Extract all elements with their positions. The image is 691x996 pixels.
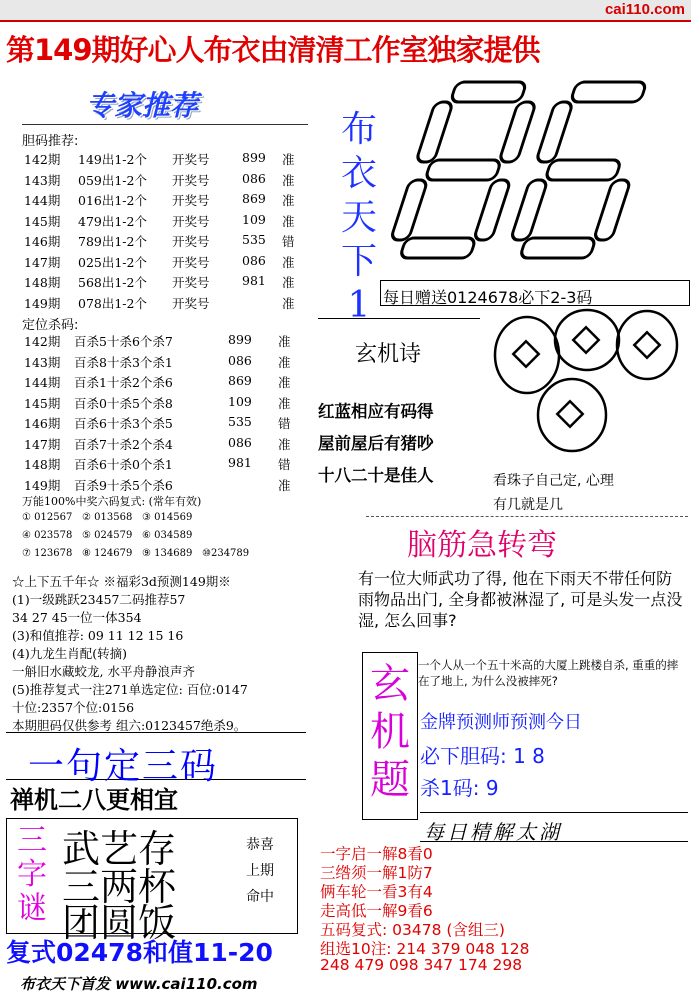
digit-segment — [425, 160, 501, 180]
gold-kill: 杀1码: 9 — [420, 776, 499, 800]
cell-mark: 准 — [282, 193, 295, 208]
red-line: 一字启一解8看0 — [320, 845, 433, 863]
poem-line: 十八二十是佳人 — [318, 466, 434, 485]
vtitle-char: 布 — [340, 109, 377, 150]
digit-segment — [520, 238, 596, 258]
digit-segment — [593, 180, 630, 240]
cell-label: 开奖号 — [172, 234, 210, 249]
answer: 三两杯 — [62, 865, 177, 909]
sanzi-char: 三 — [17, 823, 47, 858]
cell-mark: 准 — [278, 334, 291, 349]
cell-label: 开奖号 — [172, 213, 210, 229]
coin — [538, 379, 606, 451]
gold-title: 金牌预测师预测今日 — [420, 712, 582, 733]
footer[interactable]: 布衣天下首发 www.cai110.com — [20, 975, 258, 993]
coin — [555, 310, 619, 370]
big-number-graphic — [380, 72, 680, 272]
poem-line: 红蓝相应有码得 — [318, 402, 434, 421]
cell-pick: 百杀5十杀6个杀7 — [74, 334, 173, 349]
digit-segment — [499, 102, 536, 162]
cell-pick: 025出1-2个 — [78, 254, 147, 270]
cell-result: 535 — [228, 414, 252, 429]
wanneng-item: ④ 023578 — [22, 530, 73, 541]
chanji-line: 禅机二八更相宜 — [10, 786, 178, 814]
cell-period: 149期 — [24, 295, 61, 311]
cell-result: 109 — [242, 211, 266, 227]
cell-period: 142期 — [24, 334, 61, 349]
cell-period: 144期 — [24, 375, 61, 390]
digit-segment — [545, 160, 621, 180]
xjt-title — [364, 660, 416, 804]
cell-label: 开奖号 — [172, 275, 210, 290]
prediction-line: 十位:2357个位:0156 — [12, 700, 135, 715]
cell-pick: 059出1-2个 — [78, 172, 147, 188]
answer: 武艺存 — [62, 827, 177, 871]
gongxi-block — [240, 832, 280, 910]
coin-hole — [557, 401, 582, 426]
cell-mark: 错 — [278, 416, 291, 431]
daily-gift: 每日赠送0124678必下2-3码 — [383, 288, 593, 307]
cell-pick: 百杀0十杀5个杀8 — [74, 395, 173, 411]
cell-pick: 百杀7十杀2个杀4 — [74, 436, 173, 452]
digit-segment — [400, 238, 476, 258]
cell-period: 146期 — [24, 416, 61, 431]
red-line: 248 479 098 347 174 298 — [320, 956, 523, 974]
wanneng-title: 万能100%中奖六码复式: (常年有效) — [22, 495, 202, 508]
cell-period: 147期 — [24, 254, 61, 270]
cell-period: 143期 — [24, 354, 61, 370]
digit-segment — [510, 180, 547, 240]
wanneng-item: ③ 014569 — [142, 512, 193, 523]
cell-label: 开奖号 — [172, 152, 210, 167]
red-line: 三绺须一解1防7 — [320, 864, 433, 882]
digit-segment — [416, 102, 453, 162]
coin-hole — [634, 332, 659, 357]
cell-pick: 149出1-2个 — [78, 152, 147, 167]
cell-result: 869 — [242, 191, 266, 206]
brand-logo[interactable]: cai110.com — [604, 1, 685, 18]
prediction-line: ☆上下五千年☆ ※福彩3d预测149期※ — [12, 574, 231, 589]
xjt-riddle: 一个人从一个五十米高的大厦上跳楼自杀, 重重的摔在了地上, 为什么没被摔死? — [418, 658, 679, 688]
xjt-char: 机 — [370, 709, 410, 755]
cell-pick: 016出1-2个 — [78, 193, 147, 208]
brain-title: 脑筋急转弯 — [407, 528, 557, 563]
cell-period: 144期 — [24, 193, 61, 208]
cell-mark: 准 — [278, 375, 291, 390]
gongxi-line: 上期 — [246, 863, 274, 879]
top-bar — [0, 0, 691, 22]
prediction-line: (5)推荐复式一注271单选定位: 百位:0147 — [12, 682, 248, 697]
digit-segment — [450, 82, 526, 102]
cell-mark: 准 — [282, 295, 295, 311]
poem-title: 玄机诗 — [355, 342, 422, 367]
wanneng-item: ⑦ 123678 — [22, 548, 73, 559]
coin — [495, 317, 559, 393]
cell-mark: 准 — [282, 213, 295, 229]
cell-period: 148期 — [24, 275, 61, 290]
coin-note: 有几就是几 — [493, 497, 563, 513]
sanzi-char: 谜 — [17, 891, 47, 926]
digit-segment — [390, 180, 427, 240]
cell-pick: 078出1-2个 — [78, 295, 147, 311]
dan-label: 胆码推荐: — [22, 134, 79, 149]
kill-label: 定位杀码: — [22, 318, 79, 333]
cell-period: 146期 — [24, 234, 61, 249]
cell-period: 143期 — [24, 172, 61, 188]
wanneng-item: ⑧ 124679 — [82, 548, 133, 559]
coin-note: 看珠子自己定, 心理 — [493, 473, 614, 489]
coin — [617, 311, 677, 379]
cell-period: 149期 — [24, 477, 61, 493]
cell-result: 086 — [228, 434, 252, 450]
vtitle-char: 1 — [347, 285, 371, 326]
cell-pick: 479出1-2个 — [78, 213, 147, 229]
cell-pick: 百杀6十杀0个杀1 — [74, 457, 173, 472]
vtitle-char: 衣 — [340, 153, 377, 194]
cell-mark: 准 — [278, 354, 291, 370]
cell-mark: 准 — [278, 436, 291, 452]
prediction-line: 本期胆码仅供参考 组六:0123457绝杀9。 — [12, 718, 247, 733]
prediction-line: 一斛旧水藏蛟龙, 水平舟静浪声齐 — [12, 664, 195, 679]
cell-result: 086 — [242, 170, 266, 186]
vtitle-char: 天 — [340, 197, 377, 238]
cell-label: 开奖号 — [172, 193, 210, 208]
coin-hole — [573, 327, 598, 352]
cell-pick: 百杀9十杀5个杀6 — [74, 477, 173, 493]
fushi-line: 复式02478和值11-20 — [6, 938, 273, 967]
wanneng-item: ⑥ 034589 — [142, 530, 193, 541]
cell-period: 148期 — [24, 457, 61, 472]
cell-pick: 789出1-2个 — [78, 234, 147, 249]
cell-label: 开奖号 — [172, 295, 210, 311]
cell-label: 开奖号 — [172, 172, 210, 188]
sanzi-char: 字 — [17, 857, 47, 892]
digit-segment — [473, 180, 510, 240]
prediction-line: (1)一级跳跃23457二码推荐57 — [12, 592, 186, 607]
gongxi-line: 命中 — [246, 889, 274, 905]
digit-segment — [536, 102, 573, 162]
xjt-char: 题 — [370, 757, 410, 803]
xjt-char: 玄 — [370, 661, 410, 707]
wanneng-item: ① 012567 — [22, 512, 73, 523]
cell-result: 535 — [242, 232, 266, 247]
wanneng-item: ⑩234789 — [202, 548, 250, 559]
coins-graphic — [487, 305, 687, 465]
vertical-title — [336, 108, 382, 328]
cell-result: 869 — [228, 373, 252, 388]
cell-label: 开奖号 — [172, 254, 210, 270]
cell-mark: 准 — [282, 254, 295, 270]
cell-pick: 568出1-2个 — [78, 275, 147, 290]
coin-hole — [513, 341, 538, 366]
cell-pick: 百杀1十杀2个杀6 — [74, 375, 173, 390]
cell-mark: 错 — [282, 234, 295, 249]
cell-mark: 准 — [282, 275, 295, 290]
meiri-title: 每日精解太湖 — [424, 820, 562, 844]
cell-result: 086 — [228, 352, 252, 368]
digit-segment — [570, 82, 646, 102]
red-line: 五码复式: 03478 (含组三) — [320, 921, 505, 939]
red-line: 俩车轮一看3有4 — [320, 883, 433, 901]
cell-period: 142期 — [24, 152, 61, 167]
cell-mark: 准 — [278, 395, 291, 411]
wanneng-item: ⑨ 134689 — [142, 548, 193, 559]
cell-pick: 百杀8十杀3个杀1 — [74, 354, 173, 370]
brain-riddle: 有一位大师武功了得, 他在下雨天不带任何防雨物品出门, 全身都被淋湿了, 可是头发一点没湿, 怎么回事? — [358, 569, 683, 630]
prediction-line: 34 27 45一位一体354 — [12, 610, 142, 625]
red-line: 走高低一解9看6 — [320, 902, 433, 920]
cell-result: 899 — [242, 150, 266, 165]
yiju-title: 一句定三码 — [28, 746, 219, 787]
divider — [22, 124, 308, 125]
prediction-line: (4)九龙生肖配(转摘) — [12, 646, 127, 661]
cell-period: 145期 — [24, 395, 61, 411]
divider — [366, 516, 688, 518]
cell-result: 981 — [228, 455, 252, 470]
headline: 第149期好心人布衣由清清工作室独家提供 — [6, 33, 540, 67]
cell-mark: 错 — [278, 457, 291, 472]
cell-period: 147期 — [24, 436, 61, 452]
answer: 团圆饭 — [62, 901, 177, 945]
cell-mark: 准 — [282, 172, 295, 188]
cell-period: 145期 — [24, 213, 61, 229]
prediction-line: (3)和值推荐: 09 11 12 15 16 — [12, 628, 184, 643]
cell-result: 899 — [228, 332, 252, 347]
sanzi-title — [10, 824, 54, 926]
vtitle-char: 下 — [340, 241, 377, 282]
red-line: 组选10注: 214 379 048 128 — [320, 940, 530, 958]
cell-mark: 准 — [282, 152, 295, 167]
cell-pick: 百杀6十杀3个杀5 — [74, 416, 173, 431]
cell-mark: 准 — [278, 477, 291, 493]
wanneng-item: ② 013568 — [82, 512, 133, 523]
cell-result: 109 — [228, 393, 252, 409]
poem-line: 屋前屋后有猪吵 — [318, 434, 434, 453]
cell-result: 981 — [242, 273, 266, 288]
gongxi-line: 恭喜 — [246, 837, 274, 853]
gold-dan: 必下胆码: 1 8 — [420, 744, 545, 768]
cell-result: 086 — [242, 252, 266, 268]
expert-title: 专家推荐 — [86, 89, 199, 122]
wanneng-item: ⑤ 024579 — [82, 530, 133, 541]
